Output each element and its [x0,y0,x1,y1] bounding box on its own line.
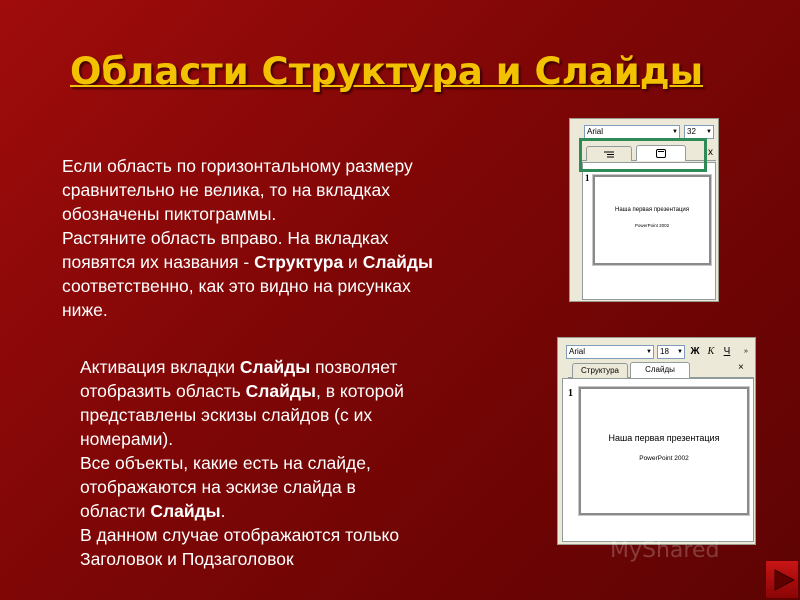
underline-button[interactable]: Ч [723,346,731,357]
close-icon[interactable]: × [738,362,744,373]
text-span: Активация вкладки [80,357,240,377]
text-span: отобразить область [80,381,246,401]
thumbnail-subtitle: PowerPoint 2002 [634,223,670,228]
paragraph-slides-tab [80,355,480,571]
text-span: позволяет [310,357,398,377]
text-line: Заголовок и Подзаголовок [80,549,294,569]
dropdown-arrow-icon[interactable]: ▼ [672,129,678,135]
font-size-value: 32 [687,127,696,136]
thumbnail-title: Наша первая презентация [608,433,720,443]
text-line: Растяните область вправо. На вкладках [62,228,389,248]
paragraph-intro [62,154,502,322]
watermark-logo: MyShared [610,538,720,563]
font-size-combo[interactable] [684,125,714,139]
screenshot-wide-pane [557,337,756,545]
text-line [80,499,480,523]
font-name-value: Arial [569,347,586,356]
text-line: ниже. [62,300,108,320]
formatting-toolbar [584,125,716,139]
formatting-toolbar [566,345,754,359]
dropdown-arrow-icon[interactable]: ▼ [677,349,683,355]
text-line: представлены эскизы слайдов (с их [80,405,373,425]
font-size-value: 18 [660,347,669,356]
text-line: Все объекты, какие есть на слайде, [80,453,371,473]
text-span: появятся их названия - [62,252,255,272]
tab-outline[interactable]: Структура [572,363,628,378]
text-span: и [343,252,363,272]
font-name-combo[interactable] [566,345,654,359]
text-span: области [80,501,151,521]
text-line [62,250,502,274]
italic-button[interactable]: К [707,346,715,357]
bold-term-slides: Слайды [362,252,433,272]
slide-number: 1 [568,388,573,399]
thumbnail-title: Наша первая презентация [615,207,689,213]
slide-title: Области Структура и Слайды [70,50,704,93]
tab-slides[interactable]: Слайды [630,362,690,378]
text-line [80,379,480,403]
text-line: Если область по горизонтальному размеру [62,156,413,176]
slide-thumbnail[interactable] [579,387,749,515]
slides-pane [562,378,754,542]
pane-tabstrip [568,362,754,378]
text-line: отображаются на эскизе слайда в [80,477,356,497]
slide-number: 1 [585,173,590,183]
bold-term-slides: Слайды [245,381,316,401]
more-buttons-icon[interactable]: » [744,348,748,355]
play-arrow-icon [773,569,795,591]
font-size-combo[interactable] [657,345,685,359]
text-line: В данном случае отображаются только [80,525,400,545]
dropdown-arrow-icon[interactable]: ▼ [646,349,652,355]
dropdown-arrow-icon[interactable]: ▼ [706,129,712,135]
thumbnail-subtitle: PowerPoint 2002 [639,455,689,462]
bold-term-slides: Слайды [239,357,311,377]
font-name-value: Arial [587,127,604,136]
text-span: . [220,501,226,521]
text-line: обозначены пиктограммы. [62,204,277,224]
next-slide-button[interactable] [765,560,799,599]
text-line: сравнительно не велика, то на вкладках [62,180,391,200]
tab-highlight-frame [579,138,707,172]
font-name-combo[interactable] [584,125,680,139]
text-span: , в которой [315,381,404,401]
bold-term-outline: Структура [254,252,344,272]
slides-pane [582,162,716,300]
slide-thumbnail[interactable] [593,175,711,265]
text-line: соответственно, как это видно на рисунках [62,276,411,296]
bold-button[interactable]: Ж [690,346,700,357]
text-line [80,355,480,379]
bold-term-slides: Слайды [150,501,221,521]
text-line: номерами). [80,429,174,449]
close-icon[interactable]: x [708,147,713,158]
